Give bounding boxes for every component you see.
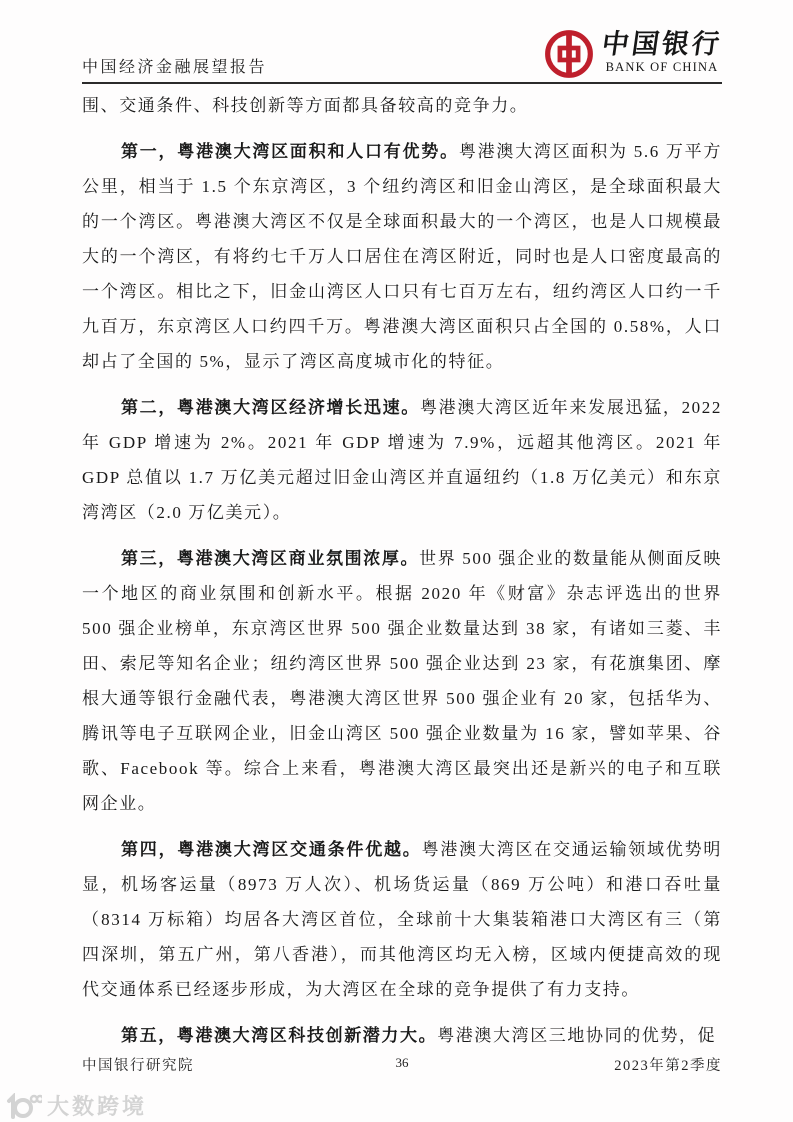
boc-logo-cn: 中国银行 [599, 29, 725, 59]
watermark-logo-icon [6, 1093, 42, 1119]
paragraph-1 [82, 134, 722, 379]
boc-logo-en: BANK OF CHINA [605, 60, 719, 74]
footer-issue: 2023年第2季度 [614, 1058, 722, 1074]
paragraph-1-text: 粤港澳大湾区面积为 5.6 万平方公里，相当于 1.5 个东京湾区，3 个纽约湾区和旧金山湾区，是全球面积最大的一个湾区。粤港澳大湾区不仅是全球面积最大的一个湾区，也是人口规模最大的一个湾区，有将约七千万人口居住在湾区附近，同时也是人口密度最高的一个湾区。相比之下，旧金山湾区人口只有七百万左右，纽约湾区人口约一千九百万，东京湾区人口约四千万。粤港澳大湾区面积只占全国的 0.58%，人口却占了全国的 5%，显示了湾区高度城市化的特征。 [82, 142, 722, 371]
paragraph-3-text: 世界 500 强企业的数量能从侧面反映一个地区的商业氛围和创新水平。根据 2020 年《财富》杂志评选出的世界 500 强企业榜单，东京湾区世界 500 强企业数量达到 38 家，有诸如三菱、丰田、索尼等知名企业；纽约湾区世界 500 强企业达到 23 家，有花旗集团、摩根大通等银行金融代表，粤港澳大湾区世界 500 强企业有 20 家，包括华为、腾讯等电子互联网企业，旧金山湾区 500 强企业数量为 16 家，譬如苹果、谷歌、Facebook 等。综合上来看，粤港澳大湾区最突出还是新兴的电子和互联网企业。 [82, 549, 722, 813]
boc-emblem-icon [543, 28, 595, 80]
page-footer [82, 1054, 722, 1076]
paragraph-4-text: 粤港澳大湾区在交通运输领域优势明显，机场客运量（8973 万人次）、机场货运量（869 万公吨）和港口吞吐量（8314 万标箱）均居各大湾区首位，全球前十大集装箱港口大湾区有三（第四深圳，第五广州，第八香港），而其他湾区均无入榜，区域内便捷高效的现代交通体系已经逐步形成，为大湾区在全球的竞争提供了有力支持。 [82, 840, 722, 999]
paragraph-4-lead: 第四，粤港澳大湾区交通条件优越。 [121, 840, 422, 859]
paragraph-3 [82, 541, 722, 821]
paragraph-2-lead: 第二，粤港澳大湾区经济增长迅速。 [121, 398, 420, 417]
footer-institution: 中国银行研究院 [82, 1058, 194, 1074]
paragraph-5 [82, 1018, 722, 1053]
bank-of-china-logo [543, 28, 725, 80]
header-divider [82, 82, 722, 84]
paragraph-2-text: 粤港澳大湾区近年来发展迅猛，2022 年 GDP 增速为 2%。2021 年 GDP 增速为 7.9%，远超其他湾区。2021 年 GDP 总值以 1.7 万亿美元超过旧金山湾区并直逼纽约（1.8 万亿美元）和东京湾湾区（2.0 万亿美元）。 [82, 398, 722, 522]
paragraph-5-lead: 第五，粤港澳大湾区科技创新潜力大。 [121, 1026, 438, 1045]
paragraph-5-text: 粤港澳大湾区三地协同的优势，促 [437, 1026, 717, 1045]
paragraph-3-lead: 第三，粤港澳大湾区商业氛围浓厚。 [121, 549, 420, 568]
paragraph-continuation: 围、交通条件、科技创新等方面都具备较高的竞争力。 [82, 96, 529, 115]
watermark-text: 大数跨境 [47, 1094, 148, 1119]
report-title: 中国经济金融展望报告 [82, 59, 268, 76]
page-number: 36 [395, 1055, 409, 1070]
paragraph-2 [82, 390, 722, 530]
paragraph-1-lead: 第一，粤港澳大湾区面积和人口有优势。 [121, 142, 459, 161]
document-body [82, 88, 722, 1053]
paragraph-4 [82, 832, 722, 1007]
watermark [6, 1090, 147, 1121]
